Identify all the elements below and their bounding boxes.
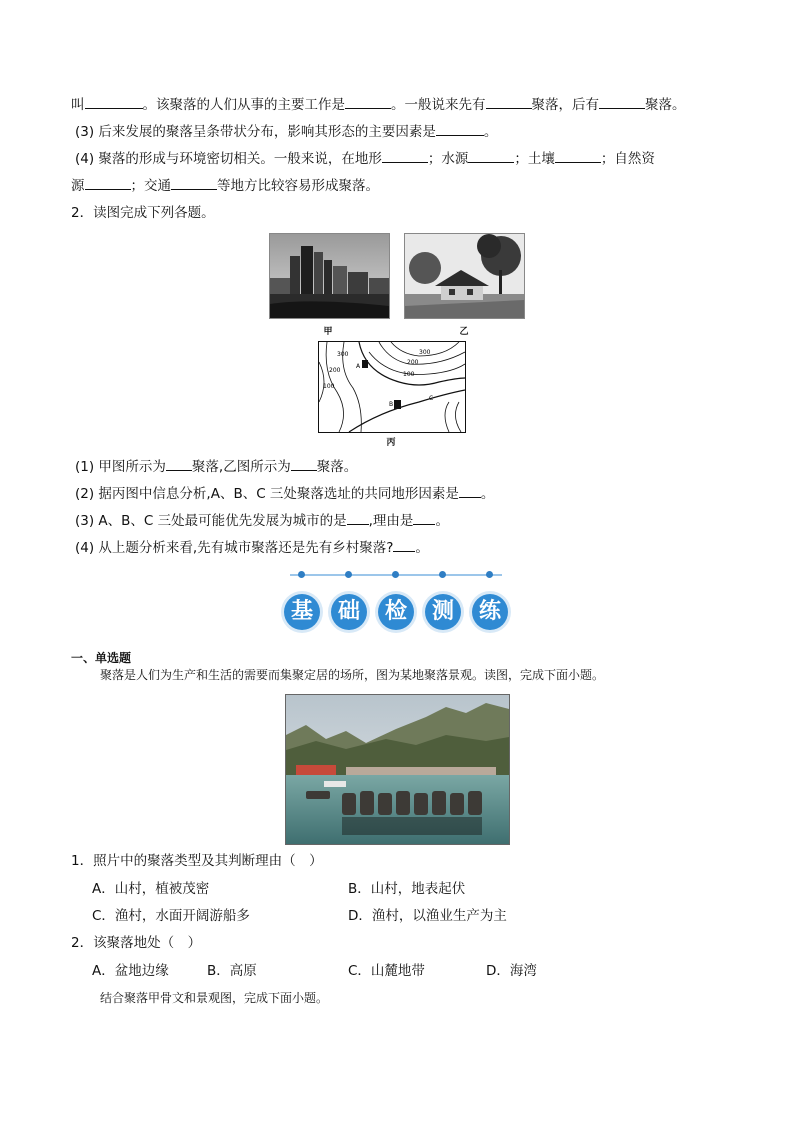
banner-char: 练 (472, 594, 508, 630)
banner-dot (392, 571, 399, 578)
section-intro: 聚落是人们为生产和生活的需要而集聚定居的场所，图为某地聚落景观。读图，完成下面小题。 (100, 668, 605, 682)
answer-blank[interactable] (436, 121, 484, 136)
answer-blank[interactable] (413, 510, 435, 525)
text: 聚落。 (316, 459, 358, 475)
text: (1) 甲图所示为 (75, 459, 166, 475)
text: ；水源 (427, 151, 469, 167)
mc1-option-a[interactable]: A．山村，植被茂密 (92, 881, 210, 897)
q2-sub-3 (75, 510, 449, 531)
site-label-b: B (389, 401, 394, 408)
text: 。该聚落的人们从事的主要工作是 (142, 97, 345, 113)
banner-dot (298, 571, 305, 578)
answer-blank[interactable] (599, 94, 645, 109)
banner-dot (345, 571, 352, 578)
text: 聚落,乙图所示为 (191, 459, 291, 475)
banner-dot (439, 571, 446, 578)
city-photo (269, 233, 390, 319)
text: (3) A、B、C 三处最可能优先发展为城市的是 (75, 513, 347, 529)
answer-blank[interactable] (85, 94, 143, 109)
text: 等地方比较容易形成聚落。 (217, 178, 379, 194)
mc2-stem: 2．该聚落地处（ ） (71, 935, 202, 951)
caption-jia: 甲 (323, 327, 333, 337)
text: 。 (483, 124, 498, 140)
contour-label: 100 (323, 383, 335, 390)
text: ；土壤 (514, 151, 555, 167)
q1-line-1 (71, 94, 686, 115)
village-photo (404, 233, 525, 319)
mc2-option-b[interactable]: B．高原 (207, 963, 257, 979)
text: 叫 (71, 97, 85, 113)
answer-blank[interactable] (393, 537, 415, 552)
text: (3) 后来发展的聚落呈条带状分布，影响其形态的主要因素是 (75, 124, 436, 140)
answer-blank[interactable] (85, 175, 131, 190)
contour-label: 200 (407, 359, 419, 366)
answer-blank[interactable] (555, 148, 601, 163)
text: (4) 从上题分析来看,先有城市聚落还是先有乡村聚落? (75, 540, 394, 556)
answer-blank[interactable] (291, 456, 317, 471)
caption-bing: 丙 (386, 438, 396, 448)
answer-blank[interactable] (382, 148, 428, 163)
mc2-option-a[interactable]: A．盆地边缘 (92, 963, 169, 979)
site-label-a: A (356, 363, 361, 370)
answer-blank[interactable] (468, 148, 514, 163)
q2-sub-2 (75, 483, 494, 504)
answer-blank[interactable] (166, 456, 192, 471)
text: 。 (415, 540, 429, 556)
site-label-c: C (429, 395, 434, 402)
section-heading: 一、单选题 (71, 651, 132, 665)
answer-blank[interactable] (171, 175, 217, 190)
contour-map (318, 341, 466, 433)
text: ,理由是 (368, 513, 414, 529)
mc1-option-b[interactable]: B．山村，地表起伏 (348, 881, 466, 897)
banner-char: 检 (378, 594, 414, 630)
text: (2) 据丙图中信息分析,A、B、C 三处聚落选址的共同地形因素是 (75, 486, 459, 502)
answer-blank[interactable] (345, 94, 391, 109)
mc1-stem: 1．照片中的聚落类型及其判断理由（ ） (71, 853, 323, 869)
banner-char: 础 (331, 594, 367, 630)
contour-label: 300 (337, 351, 349, 358)
answer-blank[interactable] (486, 94, 532, 109)
q1-line-3 (75, 148, 655, 169)
q1-line-2 (75, 121, 497, 142)
caption-yi: 乙 (459, 327, 469, 337)
banner-char: 基 (284, 594, 320, 630)
text: 聚落，后有 (531, 97, 599, 113)
mc2-option-c[interactable]: C．山麓地带 (348, 963, 425, 979)
text: 聚落。 (645, 97, 686, 113)
mc2-option-d[interactable]: D．海湾 (486, 963, 537, 979)
text: ；交通 (130, 178, 171, 194)
banner-dot (486, 571, 493, 578)
q2-title: 2．读图完成下列各题。 (71, 205, 215, 221)
text: 。一般说来先有 (391, 97, 486, 113)
mc1-option-d[interactable]: D．渔村，以渔业生产为主 (348, 908, 507, 924)
contour-label: 100 (403, 371, 415, 378)
harbor-photo (285, 694, 510, 845)
q2-sub-4 (75, 537, 429, 558)
answer-blank[interactable] (347, 510, 369, 525)
text: 源 (71, 178, 85, 194)
answer-blank[interactable] (459, 483, 481, 498)
text: ；自然资 (600, 151, 655, 167)
q1-line-4 (71, 175, 379, 196)
contour-label: 300 (419, 349, 431, 356)
banner-char: 测 (425, 594, 461, 630)
text: 。 (480, 486, 495, 502)
q2-sub-1 (75, 456, 357, 477)
footer-intro: 结合聚落甲骨文和景观图，完成下面小题。 (100, 991, 329, 1005)
mc1-option-c[interactable]: C．渔村，水面开阔游船多 (92, 908, 250, 924)
contour-label: 200 (329, 367, 341, 374)
text: (4) 聚落的形成与环境密切相关。一般来说，在地形 (75, 151, 382, 167)
text: 。 (435, 513, 449, 529)
